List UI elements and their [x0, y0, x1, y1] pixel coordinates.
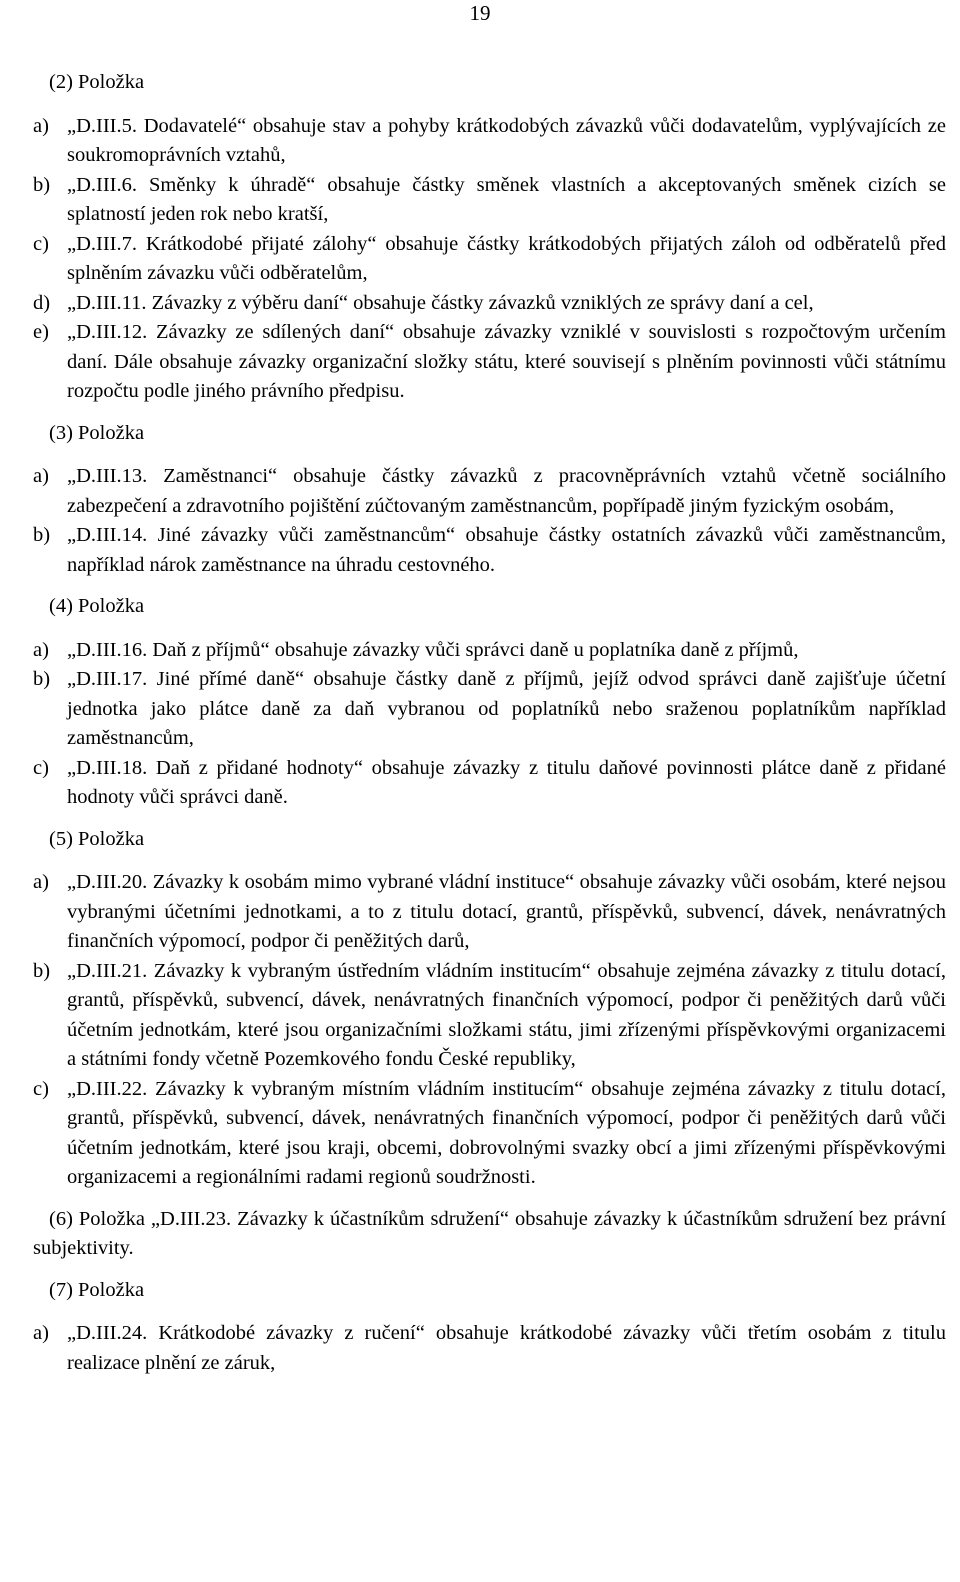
list-item — [33, 636, 946, 666]
list-item — [33, 521, 946, 580]
section-heading: (3) Položka — [49, 421, 145, 444]
list-item — [33, 1075, 946, 1193]
section-heading: (4) Položka — [49, 595, 145, 617]
list-item — [33, 171, 946, 230]
item-text: „D.III.18. Daň z přidané hodnoty“ obsahuje závazky z titulu daňové povinnosti plátce daně z přidané hodnoty vůči správci daně. — [67, 756, 946, 808]
item-label: a) — [33, 114, 49, 137]
item-text: „D.III.7. Krátkodobé přijaté zálohy“ obsahuje částky krátkodobých přijatých záloh od odběratelů před splněním závazku vůči odběratelům, — [67, 232, 946, 284]
section-6-paragraph: (6) Položka „D.III.23. Závazky k účastníkům sdružení“ obsahuje závazky k účastníkům sdružení bez právní subjektivity. — [33, 1207, 946, 1259]
item-text: „D.III.24. Krátkodobé závazky z ručení“ obsahuje krátkodobé závazky vůči třetím osobám z titulu realizace plnění ze záruk, — [67, 1322, 946, 1374]
list-item — [33, 462, 946, 521]
item-label: b) — [33, 959, 51, 982]
list-item — [33, 1319, 946, 1378]
list-item — [33, 112, 946, 171]
list-item — [33, 957, 946, 1075]
list-item — [33, 665, 946, 754]
item-label: c) — [33, 1077, 49, 1100]
item-text: „D.III.22. Závazky k vybraným místním vládním institucím“ obsahuje zejména závazky z titulu dotací, grantů, příspěvků, subvencí, dávek, nenávratných finančních výpomocí, podpor či peněžitých darů vůči účetním jednotkám, které jsou kraji, obcemi, dobrovolnými svazky obcí a jimi zřízenými příspěvkovými organizacemi a regionálními radami regionů soudržnosti. — [67, 1077, 946, 1188]
item-label: b) — [33, 173, 51, 196]
item-label: a) — [33, 465, 49, 487]
section-2 — [33, 68, 946, 407]
item-text: „D.III.5. Dodavatelé“ obsahuje stav a pohyby krátkodobých závazků vůči dodavatelům, vyplývajících ze soukromoprávních vztahů, — [67, 114, 946, 166]
list-item — [33, 289, 946, 319]
section-heading: (7) Položka — [49, 1278, 145, 1301]
item-text: „D.III.16. Daň z příjmů“ obsahuje závazky vůči správci daně u poplatníka daně z příjmů, — [67, 638, 799, 661]
list-item — [33, 318, 946, 407]
item-label: b) — [33, 524, 51, 546]
item-label: a) — [33, 871, 49, 893]
item-label: a) — [33, 1322, 49, 1344]
section-4 — [33, 592, 946, 813]
item-text: „D.III.20. Závazky k osobám mimo vybrané vládní instituce“ obsahuje závazky vůči osobám, které nejsou vybranými účetními jednotkami, a to z titulu dotací, grantů, příspěvků, subvencí, dávek, nenávratných finančních výpomocí, podpor či peněžitých darů, — [67, 871, 946, 952]
item-text: „D.III.14. Jiné závazky vůči zaměstnancům“ obsahuje částky ostatních závazků vůči zaměstnancům, například nárok zaměstnance na úhradu cestovného. — [67, 524, 946, 576]
item-text: „D.III.17. Jiné přímé daně“ obsahuje částky daně z příjmů, jejíž odvod správci daně zajišťuje účetní jednotka jako plátce daně za daň vybranou od poplatníků nebo sraženou poplatníkům například zaměstnancům, — [67, 668, 946, 749]
item-label: d) — [33, 291, 51, 314]
item-label: c) — [33, 756, 49, 779]
item-label: a) — [33, 638, 49, 661]
section-heading: (2) Položka — [49, 71, 145, 93]
section-5 — [33, 825, 946, 1193]
list-item — [33, 868, 946, 957]
list-item — [33, 230, 946, 289]
document-content — [33, 68, 946, 1390]
section-3 — [33, 419, 946, 581]
item-text: „D.III.11. Závazky z výběru daní“ obsahuje částky závazků vzniklých ze správy daní a cel, — [67, 291, 814, 314]
item-text: „D.III.6. Směnky k úhradě“ obsahuje částky směnek vlastních a akceptovaných směnek cizích se splatností jeden rok nebo kratší, — [67, 173, 946, 225]
item-label: b) — [33, 668, 51, 690]
item-label: e) — [33, 321, 49, 343]
item-text: „D.III.13. Zaměstnanci“ obsahuje částky závazků z pracovněprávních vztahů včetně sociálního zabezpečení a zdravotního pojištění zúčtovaným zaměstnancům, popřípadě jiným fyzickým osobám, — [67, 465, 946, 517]
section-heading: (5) Položka — [49, 827, 145, 850]
item-label: c) — [33, 232, 49, 255]
page-number: 19 — [469, 1, 491, 25]
section-7 — [33, 1276, 946, 1379]
item-text: „D.III.21. Závazky k vybraným ústředním vládním institucím“ obsahuje zejména závazky z titulu dotací, grantů, příspěvků, subvencí, dávek, nenávratných finančních výpomocí, podpor či peněžitých darů vůči účetním jednotkám, které jsou organizačními složkami státu, jimi zřízenými příspěvkovými organizacemi a státními fondy včetně Pozemkového fondu České republiky, — [67, 959, 946, 1070]
item-text: „D.III.12. Závazky ze sdílených daní“ obsahuje závazky vzniklé v souvislosti s rozpočtovým určením daní. Dále obsahuje závazky organizační složky státu, které souvisejí s plněním povinnosti vůči státnímu rozpočtu podle jiného právního předpisu. — [67, 321, 946, 402]
list-item — [33, 754, 946, 813]
